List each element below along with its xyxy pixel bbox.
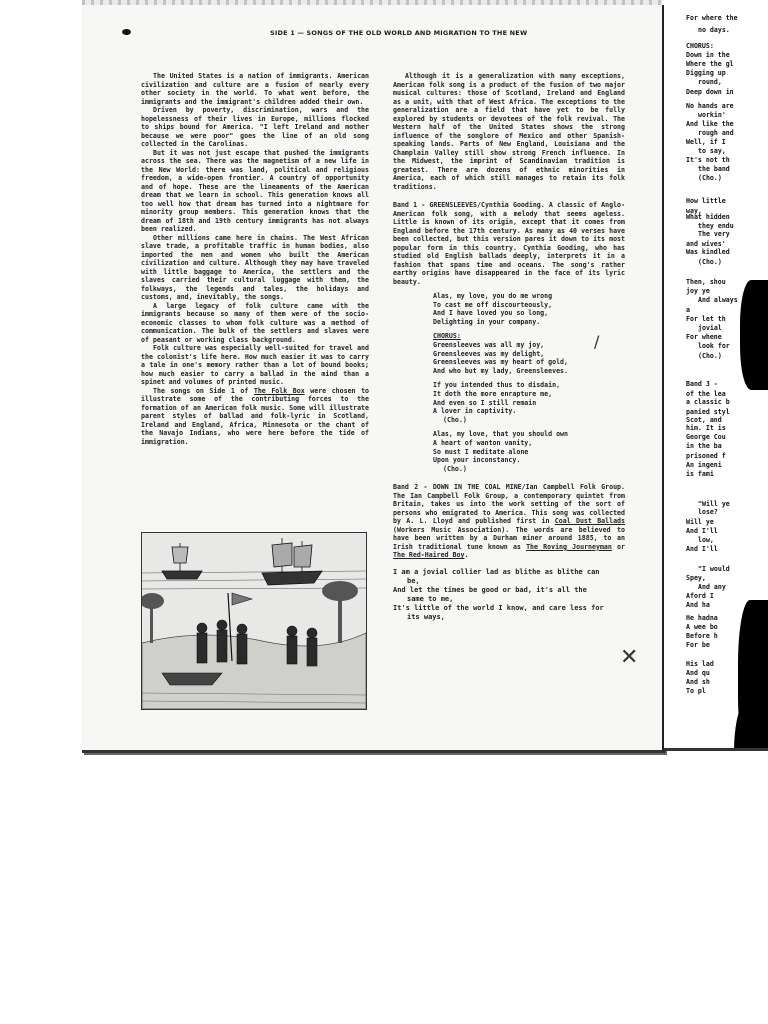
adjacent-page-line: And sh [686, 678, 710, 686]
right-column [393, 72, 625, 622]
adjacent-page-line: him. It is [686, 424, 726, 432]
lyric-line: A lover in captivity. [433, 407, 517, 416]
paragraph: A large legacy of folk culture came with the immigrants because so many of them were of the socio-economic classes to whom folk culture was a method of communication. The bulk of the settlers and slaves were of peasant or working class background. [141, 301, 369, 344]
adjacent-page-line: Was kindled [686, 248, 730, 256]
adjacent-page-line: Will ye [686, 518, 714, 526]
adjacent-page-line: panied styl [686, 408, 730, 416]
lyric-line: same to me, [407, 594, 454, 603]
adjacent-page-line: a [686, 306, 690, 314]
adjacent-page-line: Before h [686, 632, 718, 640]
band-2-notes [393, 483, 625, 560]
adjacent-page-line: An ingeni [686, 461, 722, 469]
adjacent-page-line: Band 3 - [686, 380, 718, 388]
text-run: or [611, 542, 625, 551]
adjacent-page-line: It's not th [686, 156, 730, 164]
adjacent-page-line: look for [698, 342, 730, 350]
adjacent-page-line: in the ba [686, 442, 722, 450]
adjacent-page-line: To pl [686, 687, 706, 695]
folk-box-title: The Folk Box [253, 386, 305, 395]
adjacent-page-line: George Cou [686, 433, 726, 441]
adjacent-page-line: The very [698, 230, 730, 238]
lyric-line: To cast me off discourteously, [433, 300, 553, 309]
chorus-label: CHORUS: [433, 332, 461, 341]
adjacent-page-line: of the lea [686, 390, 726, 398]
adjacent-page-line: Down in the [686, 51, 730, 59]
text-run: (Workers Music Association). The words are believed to have been written by a Durham miner around 1885, to an Irish traditional tune known as [393, 525, 625, 551]
adjacent-page-line: His lad [686, 660, 714, 668]
adjacent-page-line: What hidden [686, 213, 730, 221]
adjacent-page-line: way, [686, 207, 702, 215]
adjacent-page-line: is fami [686, 470, 714, 478]
lyric-line: And let the times be good or bad, it's all the [393, 585, 587, 594]
chorus-marker: (Cho.) [443, 464, 467, 473]
adjacent-page-line: CHORUS: [686, 42, 714, 50]
adjacent-page-line: Deep down in [686, 88, 734, 96]
lyric-line: It doth the more enrapture me, [433, 389, 553, 398]
adjacent-page-line: to say, [698, 147, 726, 155]
text-run: were chosen to illustrate some of the contributing forces to the formation of an American folk music. Some will illustrate parent styles of ballad and folk-lyric in Scotland, Ireland and England, Africa, Minnesota or the chant of the Navajo Indians, who were here before the tide of immigration. [141, 386, 370, 446]
adjacent-page-line: they endu [698, 222, 734, 230]
woodcut-illustration [141, 532, 367, 710]
paragraph: The United States is a nation of immigrants. American civilization and culture are a fusion of nearly every other society in the world. To what went before, the immigrants and the immigrant's children added their own. [141, 72, 369, 106]
lyric-line: And even so I still remain [433, 398, 537, 407]
adjacent-page-line: workin' [698, 111, 726, 119]
band-1-notes: Band 1 - GREENSLEEVES/Cynthia Gooding. A classic of Anglo-American folk song, with a melody that seems ageless. Little is known of its origin, except that it comes from England before the 17th century. As many as 40 verses have been collected, but this version pares it down to its most popular form in this country. Cynthia Gooding, who has studied old English ballads deeply, interprets it in a fashion that spans time and oceans. The song's rather earthy origins have disappeared in the face of its lyric beauty. [393, 201, 625, 286]
text-run: The songs on Side 1 of [153, 386, 254, 395]
adjacent-page-line: "Will ye [698, 500, 730, 508]
lyric-line: Greensleeves was all my joy, [433, 340, 545, 349]
adjacent-page-line: Where the gl [686, 60, 734, 68]
text-run: . [464, 551, 469, 560]
lyric-line: Alas, my love, you do me wrong [433, 292, 553, 300]
lyric-line: If you intended thus to disdain, [433, 381, 561, 390]
lyric-line: its ways, [407, 612, 445, 621]
lyric-line: And who but my lady, Greensleeves. [433, 366, 568, 375]
lyric-line: I am a jovial collier lad as blithe as blithe can [393, 567, 600, 576]
lyric-line: Alas, my love, that you should own [433, 430, 568, 439]
page-header: SIDE 1 — SONGS OF THE OLD WORLD AND MIGRATION TO THE NEW [270, 29, 528, 37]
adjacent-page-line: rough and [698, 129, 734, 137]
adjacent-page-fragment [664, 0, 768, 751]
adjacent-page-line: Scot, and [686, 416, 722, 424]
text-run: Band 2 - DOWN IN THE COAL MINE/Ian Campbell Folk Group. The Ian Campbell Folk Group, a contemporary quintet from Britain, takes us into the work setting of the sort of persons who emigrated to America. This song was collected by A. L. Lloyd and published first in [393, 483, 625, 526]
greensleeves-lyrics [433, 292, 625, 473]
adjacent-page-line: low, [698, 536, 714, 544]
punch-hole-mark [122, 29, 131, 35]
roving-journeyman-title: The Roving Journeyman [526, 542, 612, 551]
adjacent-page-line: He hadna [686, 614, 718, 622]
coal-mine-lyrics [393, 568, 625, 622]
lyric-line: So must I meditate alone [433, 447, 529, 456]
paragraph: Other millions came here in chains. The West African slave trade, a profitable traffic in human bodies, also imported the men and women who built the American civilization and culture. Although they may have traveled with little baggage to America, the settlers and the slaves carried their cultural luggage with them, the folkways, the legends and tales, the holidays and customs, and, inevitably, the songs. [141, 233, 369, 301]
adjacent-page-line: For be [686, 641, 710, 649]
lyric-line: Upon your inconstancy. [433, 456, 521, 465]
adjacent-page-line: For where the [686, 14, 738, 22]
adjacent-page-line: the band [698, 165, 730, 173]
lyric-line: It's little of the world I know, and care less for [393, 603, 604, 612]
adjacent-page-line: And qu [686, 669, 710, 677]
adjacent-page-line: prisoned f [686, 452, 726, 460]
adjacent-page-line: round, [698, 78, 722, 86]
adjacent-page-line: Digging up [686, 69, 726, 77]
lyric-line: And I have loved you so long, [433, 309, 549, 318]
adjacent-page-line: And ha [686, 601, 710, 609]
adjacent-page-line: A wee bo [686, 623, 718, 631]
adjacent-page-line: For whene [686, 333, 722, 341]
lyric-line: Delighting in your company. [433, 317, 541, 326]
lyric-line: be, [407, 576, 420, 585]
adjacent-page-line: And any [698, 583, 726, 591]
paragraph: But it was not just escape that pushed the immigrants across the sea. There was the magnetism of a new life in the New World: there was land, political and religious freedom, a wide-open frontier. A country of opportunity and of hope. These are the lineaments of the American dream that we learn in school. This generation knows all too well how that dream has turned into a nightmare for minority group members. This generation knows that the dream of 18th and 19th century immigrants has not always been realized. [141, 148, 369, 233]
paragraph: Although it is a generalization with many exceptions, American folk song is a product of the fusion of two major musical cultures: those of Scotland, Ireland and England as a unit, with that of West Africa. The exceptions to the generalization are a field that have yet to be fully explored by students or devotees of the folk revival. The Western half of the United States shows the strong influence of the songlore of Mexico and other Spanish-speaking lands. Parts of New England, Louisiana and the Champlain Valley still show strong French influence. In the Midwest, the imprint of Scandinavian tradition is greatest. There are dozens of ethnic minorities in America, each of which still manages to retain its folk traditions. [393, 72, 625, 191]
lyric-line: A heart of wanton vanity, [433, 438, 533, 447]
adjacent-page-line: Aford I [686, 592, 714, 600]
paragraph: Driven by poverty, discrimination, wars and the hopelessness of their lives in Europe, millions flocked to ships bound for America. "I left Ireland and mother because we were poor" goes the line of an old song collected in the Carolinas. [141, 106, 369, 148]
adjacent-page-line: Then, shou [686, 278, 726, 286]
adjacent-page-line: Spey, [686, 574, 706, 582]
ink-blot [740, 280, 768, 390]
adjacent-page-line: no days. [698, 26, 730, 34]
ink-blot [734, 700, 768, 751]
adjacent-page-line: And I'll [686, 527, 718, 535]
red-haired-boy-title: The Red-Haired Boy [393, 551, 465, 560]
adjacent-page-line: lose? [698, 508, 718, 516]
adjacent-page-line: And always [698, 296, 738, 304]
handwritten-check-mark: / [594, 332, 600, 351]
adjacent-page-line: a classic b [686, 398, 730, 406]
adjacent-page-line: No hands are [686, 102, 734, 110]
left-column [141, 72, 369, 446]
lyric-stanza [433, 292, 625, 326]
adjacent-page-line: jovial [698, 324, 722, 332]
chorus-marker: (Cho.) [443, 415, 467, 424]
paragraph [141, 387, 369, 447]
lyric-stanza [433, 430, 625, 473]
adjacent-page-line: joy ye [686, 287, 710, 295]
adjacent-page-line: "I would [698, 565, 730, 573]
adjacent-page-line: Well, if I [686, 138, 726, 146]
coal-dust-ballads-title: Coal Dust Ballads [554, 517, 625, 526]
adjacent-page-line: (Cho.) [698, 174, 722, 182]
adjacent-page-line: (Cho.) [698, 258, 722, 266]
adjacent-page-line: And like the [686, 120, 734, 128]
lyric-line: Greensleeves was my heart of gold, [433, 358, 568, 367]
adjacent-page-line: (Cho.) [698, 352, 722, 360]
lyric-line: Greensleeves was my delight, [433, 349, 545, 358]
adjacent-page-line: For let th [686, 315, 726, 323]
lyric-stanza [433, 381, 625, 424]
adjacent-page-line: How little [686, 197, 726, 205]
adjacent-page-line: And I'll [686, 545, 718, 553]
paragraph: Folk culture was especially well-suited for travel and the colonist's life here. How much easier it was to carry a tale in one's memory rather than a lot of bound books; how much easier to carry a ballad in the mind than a spinet and volumes of printed music. [141, 344, 369, 386]
handwritten-x-mark: ✕ [620, 645, 639, 670]
adjacent-page-line: and wives' [686, 240, 726, 248]
